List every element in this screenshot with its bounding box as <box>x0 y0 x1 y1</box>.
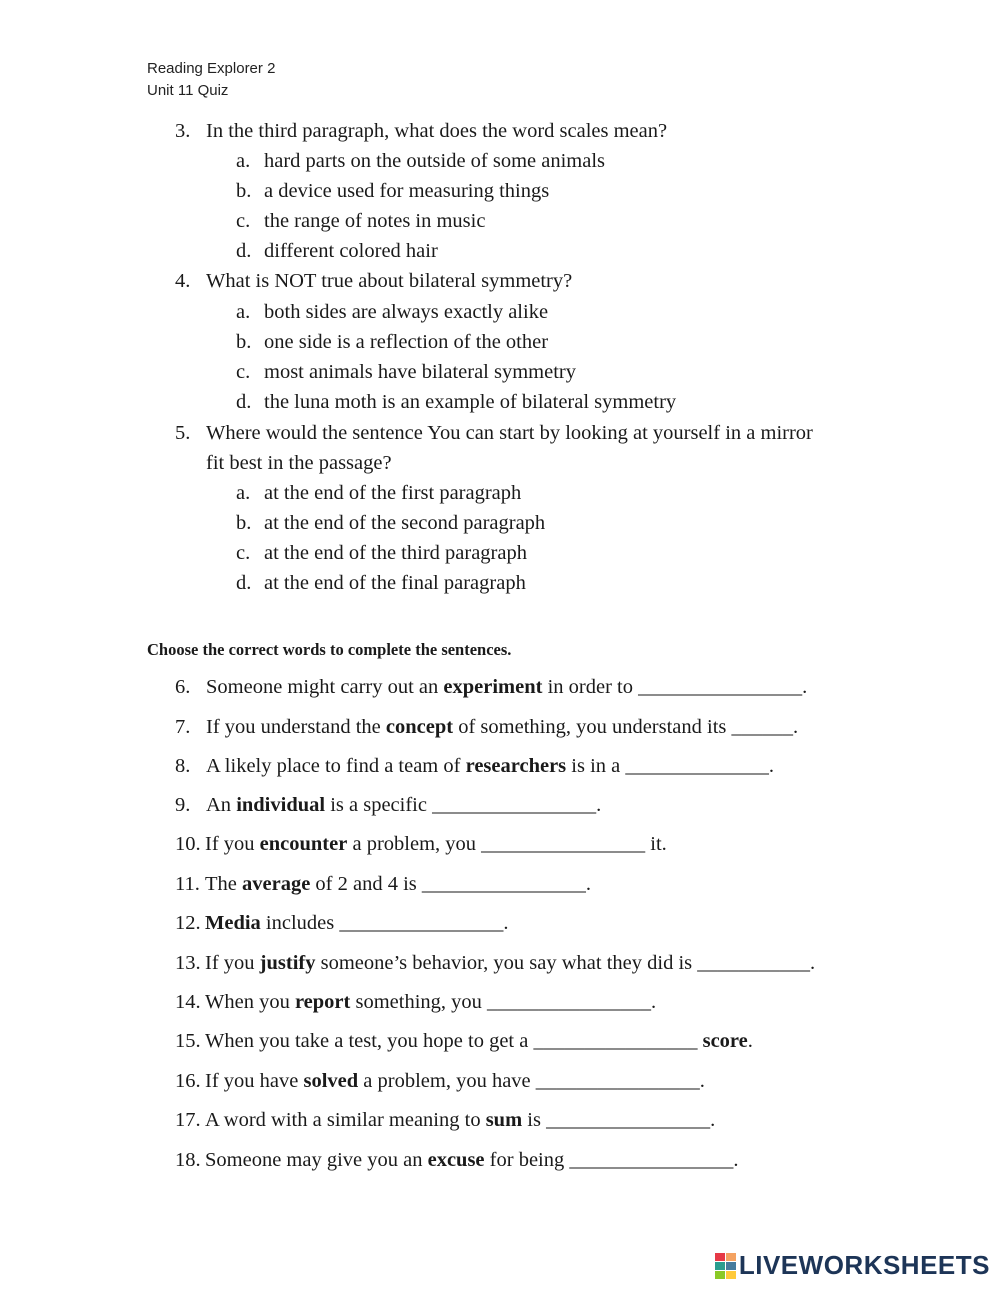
item-text-after: of something, you understand its ______. <box>453 716 799 738</box>
logo-text: LIVEWORKSHEETS <box>738 1250 990 1280</box>
item-keyword: experiment <box>443 676 543 698</box>
item-number: 12. <box>175 912 201 934</box>
item-keyword: excuse <box>427 1149 485 1171</box>
option-text: at the end of the third paragraph <box>264 542 527 564</box>
item-text-before: A word with a similar meaning to <box>205 1109 486 1131</box>
option-text: the luna moth is an example of bilateral symmetry <box>264 391 677 413</box>
option-letter: b. <box>236 512 252 534</box>
logo-block <box>715 1271 725 1279</box>
question-4-option-d[interactable] <box>236 387 676 417</box>
header-title: Reading Explorer 2 <box>147 60 276 77</box>
item-text-after: of 2 and 4 is ________________. <box>310 873 592 895</box>
item-text-after: is in a ______________. <box>566 755 774 777</box>
item-keyword: Media <box>205 912 261 934</box>
option-letter: a. <box>236 301 251 323</box>
fill-in-11[interactable] <box>175 869 591 899</box>
option-text: the range of notes in music <box>264 210 486 232</box>
option-letter: b. <box>236 331 252 353</box>
fill-in-8[interactable] <box>175 751 774 781</box>
question-number: 5. <box>175 422 191 444</box>
item-keyword: score <box>702 1030 748 1052</box>
option-letter: d. <box>236 572 252 594</box>
logo-block <box>715 1253 725 1261</box>
fill-in-13[interactable] <box>175 948 815 978</box>
liveworksheets-logo <box>715 1250 990 1281</box>
logo-block <box>726 1271 736 1279</box>
question-3 <box>175 116 667 146</box>
item-text-before: Someone may give you an <box>205 1149 428 1171</box>
item-text-before: If you understand the <box>206 716 386 738</box>
item-text-before: Someone might carry out an <box>206 676 444 698</box>
fill-in-18[interactable] <box>175 1145 739 1175</box>
item-keyword: concept <box>385 716 454 738</box>
item-number: 7. <box>175 716 191 738</box>
item-text-after: a problem, you ________________ it. <box>347 833 667 855</box>
item-text-before: The <box>205 873 242 895</box>
logo-block <box>715 1262 725 1270</box>
question-3-option-b[interactable] <box>236 176 549 206</box>
question-text: What is NOT true about bilateral symmetry? <box>206 270 573 292</box>
item-text-after: . <box>747 1030 753 1052</box>
fill-in-14[interactable] <box>175 987 656 1017</box>
item-text-after: a problem, you have ________________. <box>358 1070 705 1092</box>
option-letter: d. <box>236 240 252 262</box>
question-5-option-b[interactable] <box>236 508 545 538</box>
fill-in-16[interactable] <box>175 1066 705 1096</box>
fill-in-17[interactable] <box>175 1105 715 1135</box>
option-text: most animals have bilateral symmetry <box>264 361 576 383</box>
option-text: different colored hair <box>264 240 438 262</box>
item-number: 15. <box>175 1030 201 1052</box>
question-5-text-continued: fit best in the passage? <box>206 452 392 474</box>
item-keyword: report <box>294 991 351 1013</box>
option-text: one side is a reflection of the other <box>264 331 549 353</box>
item-text-after: in order to ________________. <box>542 676 808 698</box>
item-number: 10. <box>175 833 201 855</box>
question-4-option-b[interactable] <box>236 327 548 357</box>
fill-in-15[interactable] <box>175 1026 753 1056</box>
item-text-before: When you <box>205 991 295 1013</box>
question-5-option-c[interactable] <box>236 538 527 568</box>
item-keyword: individual <box>236 794 326 816</box>
header-subtitle: Unit 11 Quiz <box>147 82 229 99</box>
option-letter: a. <box>236 482 251 504</box>
item-text-after: includes ________________. <box>260 912 509 934</box>
question-5 <box>175 418 813 448</box>
item-number: 16. <box>175 1070 201 1092</box>
question-5-option-a[interactable] <box>236 478 521 508</box>
question-3-option-d[interactable] <box>236 236 438 266</box>
fill-in-10[interactable] <box>175 829 667 859</box>
section-instruction: Choose the correct words to complete the sentences. <box>147 640 512 659</box>
item-keyword: justify <box>259 952 316 974</box>
option-text: both sides are always exactly alike <box>264 301 549 323</box>
question-number: 3. <box>175 120 191 142</box>
item-keyword: sum <box>485 1109 523 1131</box>
fill-in-6[interactable] <box>175 672 807 702</box>
option-text: a device used for measuring things <box>264 180 550 202</box>
logo-icon <box>715 1253 736 1279</box>
option-letter: c. <box>236 361 251 383</box>
question-text: Where would the sentence You can start by looking at yourself in a mirror <box>206 422 813 444</box>
question-number: 4. <box>175 270 191 292</box>
item-number: 18. <box>175 1149 201 1171</box>
item-text-after: someone’s behavior, you say what they did is ___________. <box>315 952 816 974</box>
item-number: 14. <box>175 991 201 1013</box>
question-text: In the third paragraph, what does the word scales mean? <box>206 120 668 142</box>
item-text-before: If you <box>205 952 260 974</box>
question-3-option-c[interactable] <box>236 206 485 236</box>
question-4-option-a[interactable] <box>236 297 548 327</box>
fill-in-7[interactable] <box>175 712 798 742</box>
item-text-before: If you have <box>205 1070 304 1092</box>
item-text-before: An <box>206 794 237 816</box>
fill-in-9[interactable] <box>175 790 601 820</box>
item-keyword: encounter <box>259 833 348 855</box>
item-keyword: average <box>242 873 311 895</box>
option-letter: a. <box>236 150 251 172</box>
item-keyword: researchers <box>465 755 567 777</box>
item-number: 9. <box>175 794 191 816</box>
option-text: at the end of the first paragraph <box>264 482 522 504</box>
question-4-option-c[interactable] <box>236 357 576 387</box>
item-number: 11. <box>175 873 200 895</box>
option-letter: d. <box>236 391 252 413</box>
question-5-option-d[interactable] <box>236 568 526 598</box>
option-text: at the end of the final paragraph <box>264 572 526 594</box>
option-letter: c. <box>236 210 251 232</box>
item-number: 13. <box>175 952 201 974</box>
option-text: hard parts on the outside of some animals <box>264 150 606 172</box>
logo-block <box>726 1253 736 1261</box>
logo-block <box>726 1262 736 1270</box>
item-text-before: If you <box>205 833 260 855</box>
fill-in-12[interactable] <box>175 908 509 938</box>
item-keyword: solved <box>303 1070 359 1092</box>
document-header <box>147 58 275 102</box>
item-number: 6. <box>175 676 191 698</box>
item-text-before: A likely place to find a team of <box>206 755 466 777</box>
item-text-after: something, you ________________. <box>350 991 657 1013</box>
item-number: 8. <box>175 755 191 777</box>
option-letter: c. <box>236 542 251 564</box>
item-number: 17. <box>175 1109 201 1131</box>
item-text-after: is a specific ________________. <box>325 794 602 816</box>
item-text-after: for being ________________. <box>484 1149 739 1171</box>
item-text-before: When you take a test, you hope to get a ________________ <box>205 1030 703 1052</box>
option-letter: b. <box>236 180 252 202</box>
question-4 <box>175 266 572 296</box>
option-text: at the end of the second paragraph <box>264 512 546 534</box>
item-text-after: is ________________. <box>522 1109 716 1131</box>
question-3-option-a[interactable] <box>236 146 605 176</box>
